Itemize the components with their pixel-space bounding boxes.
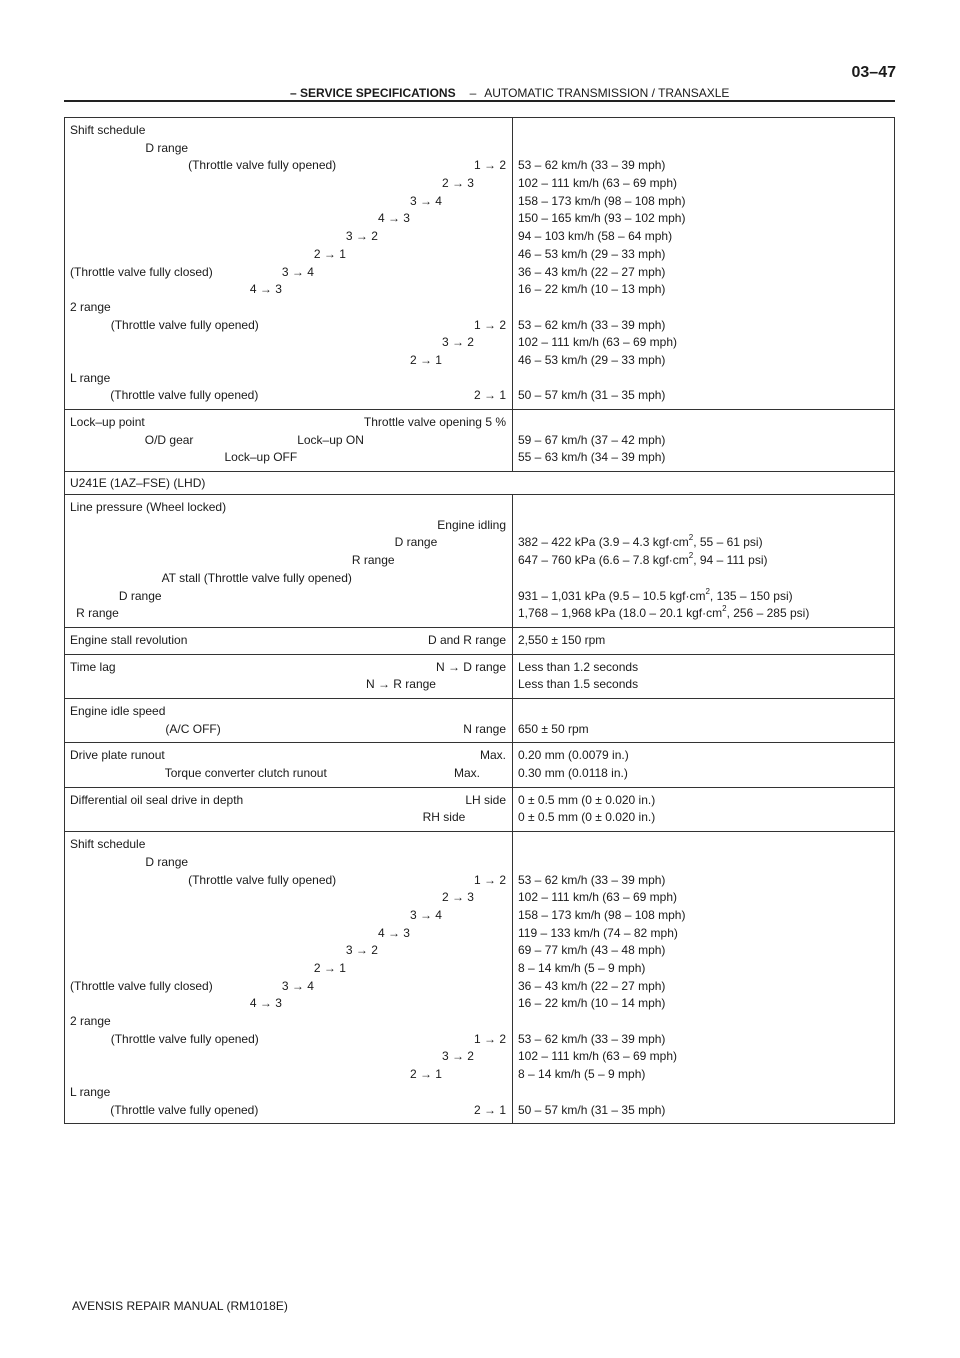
spec-value-line bbox=[518, 281, 888, 299]
spec-value: 69 – 77 km/h (43 – 48 mph) bbox=[518, 943, 666, 958]
spec-value-line bbox=[518, 659, 888, 677]
spec-item-line bbox=[70, 632, 506, 650]
spec-row bbox=[65, 743, 895, 787]
spec-item-condition: 1 → 2 bbox=[473, 158, 506, 173]
spec-value-line bbox=[518, 157, 888, 175]
spec-item-condition: Throttle valve opening 5 % bbox=[363, 415, 506, 430]
spec-row bbox=[65, 410, 895, 472]
spec-item-line bbox=[70, 978, 506, 996]
spec-item-label: L range bbox=[70, 1084, 111, 1099]
spec-item-condition: 3 → 2 bbox=[345, 229, 378, 244]
spec-item-condition: Lock–up OFF bbox=[224, 450, 298, 465]
spec-item-line bbox=[70, 534, 506, 552]
spec-item-condition: N → D range bbox=[435, 659, 506, 674]
spec-value-line bbox=[518, 836, 888, 854]
spec-value-line bbox=[518, 334, 888, 352]
spec-value: 102 – 111 km/h (63 – 69 mph) bbox=[518, 335, 677, 350]
spec-item-line bbox=[70, 960, 506, 978]
spec-value-line bbox=[518, 193, 888, 211]
spec-item-line bbox=[70, 1066, 506, 1084]
spec-value: 50 – 57 km/h (31 – 35 mph) bbox=[518, 388, 666, 403]
spec-item-cell bbox=[65, 832, 513, 1124]
spec-value: 8 – 14 km/h (5 – 9 mph) bbox=[518, 961, 646, 975]
spec-value: 647 – 760 kPa (6.6 – 7.8 kgf·cm bbox=[518, 553, 689, 568]
spec-value-line bbox=[518, 854, 888, 872]
spec-value: 158 – 173 km/h (98 – 108 mph) bbox=[518, 907, 686, 922]
spec-value-cell bbox=[513, 654, 895, 698]
spec-item-condition: 4 → 3 bbox=[249, 282, 282, 297]
spec-value-line bbox=[518, 765, 888, 783]
spec-value-line bbox=[518, 1048, 888, 1066]
spec-item-line bbox=[70, 432, 506, 450]
spec-item-condition: 2 → 1 bbox=[313, 961, 346, 975]
spec-value: 46 – 53 km/h (29 – 33 mph) bbox=[518, 246, 666, 261]
spec-item-condition: AT stall (Throttle valve fully opened) bbox=[161, 570, 352, 585]
spec-value-cell bbox=[513, 743, 895, 787]
spec-item-label: Engine stall revolution bbox=[70, 632, 188, 647]
spec-item-line bbox=[70, 765, 506, 783]
spec-item-condition: 3 → 4 bbox=[409, 193, 442, 208]
spec-value: 46 – 53 km/h (29 – 33 mph) bbox=[518, 352, 666, 367]
spec-item-label: Time lag bbox=[70, 659, 116, 674]
spec-item-condition: 1 → 2 bbox=[473, 1031, 506, 1046]
spec-item-condition: 3 → 2 bbox=[441, 335, 474, 350]
spec-value-line bbox=[518, 317, 888, 335]
spec-item-line bbox=[70, 281, 506, 299]
spec-row bbox=[65, 495, 895, 628]
spec-item-label: Engine idle speed bbox=[70, 704, 166, 719]
spec-item-label: 2 range bbox=[70, 299, 111, 314]
spec-item-line bbox=[70, 122, 506, 140]
spec-item-line bbox=[70, 605, 506, 623]
spec-value-line bbox=[518, 432, 888, 450]
spec-item-label: (Throttle valve fully closed) bbox=[70, 264, 213, 279]
spec-item-line bbox=[70, 317, 506, 335]
spec-value-line bbox=[518, 140, 888, 158]
spec-value: 94 – 103 km/h (58 – 64 mph) bbox=[518, 229, 673, 244]
spec-value-superscript: 2 bbox=[722, 604, 727, 614]
spec-item-line bbox=[70, 140, 506, 158]
specifications-table bbox=[64, 117, 895, 1124]
spec-value-line bbox=[518, 676, 888, 694]
spec-item-line bbox=[70, 352, 506, 370]
spec-item-label: (Throttle valve fully opened) bbox=[110, 388, 259, 403]
spec-item-condition: Max. bbox=[479, 748, 506, 763]
spec-item-label: Shift schedule bbox=[70, 123, 146, 137]
spec-item-line bbox=[70, 721, 506, 739]
spec-value-line bbox=[518, 517, 888, 535]
spec-item-line bbox=[70, 175, 506, 193]
spec-value-suffix: , 256 – 285 psi) bbox=[726, 606, 810, 621]
spec-value-suffix: , 135 – 150 psi) bbox=[709, 588, 793, 603]
spec-item-label: 2 range bbox=[70, 1014, 111, 1029]
spec-item-line bbox=[70, 449, 506, 467]
spec-value-line bbox=[518, 299, 888, 317]
spec-item-line bbox=[70, 854, 506, 872]
spec-value-line bbox=[518, 925, 888, 943]
spec-value-line bbox=[518, 449, 888, 467]
spec-value-line bbox=[518, 995, 888, 1013]
spec-item-cell bbox=[65, 410, 513, 472]
spec-item-cell bbox=[65, 699, 513, 743]
spec-value-line bbox=[518, 534, 888, 552]
spec-item-condition: 2 → 1 bbox=[473, 388, 506, 403]
spec-value: 1,768 – 1,968 kPa (18.0 – 20.1 kgf·cm bbox=[518, 606, 723, 621]
spec-item-line bbox=[70, 246, 506, 264]
spec-value-cell bbox=[513, 699, 895, 743]
spec-value-suffix: , 55 – 61 psi) bbox=[693, 535, 763, 550]
header-title bbox=[290, 86, 729, 100]
spec-value-line bbox=[518, 588, 888, 606]
spec-item-line bbox=[70, 747, 506, 765]
spec-value-line bbox=[518, 792, 888, 810]
spec-value-line bbox=[518, 605, 888, 623]
spec-item-line bbox=[70, 334, 506, 352]
spec-item-label: Line pressure (Wheel locked) bbox=[70, 500, 227, 515]
spec-value-line bbox=[518, 210, 888, 228]
spec-item-line bbox=[70, 588, 506, 606]
spec-value-line bbox=[518, 370, 888, 388]
spec-item-condition: 4 → 3 bbox=[377, 925, 410, 940]
spec-value-cell bbox=[513, 627, 895, 654]
spec-item-condition: D range bbox=[394, 535, 438, 550]
spec-item-line bbox=[70, 942, 506, 960]
spec-row bbox=[65, 787, 895, 831]
spec-value: 16 – 22 km/h (10 – 14 mph) bbox=[518, 996, 666, 1011]
spec-item-label: (Throttle valve fully opened) bbox=[188, 158, 337, 173]
spec-item-label: (Throttle valve fully opened) bbox=[110, 317, 259, 332]
spec-value: 931 – 1,031 kPa (9.5 – 10.5 kgf·cm bbox=[518, 588, 706, 603]
page-footer: AVENSIS REPAIR MANUAL (RM1018E) bbox=[72, 1299, 288, 1313]
spec-value-line bbox=[518, 175, 888, 193]
spec-item-condition: 2 → 1 bbox=[313, 246, 346, 261]
spec-item-condition: 2 → 1 bbox=[473, 1102, 506, 1117]
spec-value: 53 – 62 km/h (33 – 39 mph) bbox=[518, 317, 666, 332]
spec-item-label: Torque converter clutch runout bbox=[164, 766, 327, 781]
page-header bbox=[64, 86, 895, 102]
spec-value-line bbox=[518, 1102, 888, 1120]
spec-item-line bbox=[70, 157, 506, 175]
spec-item-condition: 1 → 2 bbox=[473, 317, 506, 332]
spec-item-condition: Max. bbox=[453, 766, 480, 781]
header-subject: AUTOMATIC TRANSMISSION / TRANSAXLE bbox=[484, 86, 730, 100]
spec-value: 53 – 62 km/h (33 – 39 mph) bbox=[518, 1031, 666, 1046]
spec-item-condition: Lock–up ON bbox=[297, 432, 364, 447]
spec-value-superscript: 2 bbox=[705, 586, 710, 596]
spec-value-line bbox=[518, 1084, 888, 1102]
page-number: 03–47 bbox=[851, 64, 896, 81]
spec-value-line bbox=[518, 499, 888, 517]
spec-item-condition: 2 → 3 bbox=[441, 890, 474, 905]
spec-item-condition: R range bbox=[76, 606, 119, 621]
spec-value-line bbox=[518, 889, 888, 907]
spec-value-line bbox=[518, 264, 888, 282]
spec-item-condition: 2 → 3 bbox=[441, 176, 474, 191]
spec-item-condition: D and R range bbox=[427, 632, 506, 647]
spec-item-line bbox=[70, 703, 506, 721]
spec-value-line bbox=[518, 1013, 888, 1031]
spec-value-line bbox=[518, 872, 888, 890]
spec-item-condition: 2 → 1 bbox=[409, 1067, 442, 1082]
spec-item-label: Shift schedule bbox=[70, 837, 146, 852]
specifications-table-body bbox=[65, 118, 895, 1124]
spec-value-line bbox=[518, 246, 888, 264]
header-separator: – bbox=[469, 86, 477, 100]
spec-row bbox=[65, 832, 895, 1124]
spec-item-label: Drive plate runout bbox=[70, 748, 165, 763]
spec-item-line bbox=[70, 570, 506, 588]
spec-item-label: (Throttle valve fully opened) bbox=[110, 1102, 259, 1117]
spec-value-line bbox=[518, 570, 888, 588]
spec-item-label: D range bbox=[145, 854, 189, 869]
spec-section-heading: U241E (1AZ–FSE) (LHD) bbox=[65, 472, 895, 495]
spec-value: 650 ± 50 rpm bbox=[518, 721, 589, 736]
spec-item-label: (Throttle valve fully closed) bbox=[70, 978, 213, 993]
spec-item-condition: 3 → 4 bbox=[281, 978, 314, 993]
spec-item-cell bbox=[65, 627, 513, 654]
spec-item-label: D range bbox=[145, 140, 189, 155]
spec-item-cell bbox=[65, 495, 513, 628]
spec-item-label: Lock–up point bbox=[70, 415, 145, 430]
spec-item-label: (Throttle valve fully opened) bbox=[110, 1031, 259, 1046]
spec-item-line bbox=[70, 659, 506, 677]
spec-item-condition: RH side bbox=[422, 810, 466, 825]
spec-value: 119 – 133 km/h (74 – 82 mph) bbox=[518, 925, 678, 940]
spec-value-line bbox=[518, 228, 888, 246]
spec-item-cell bbox=[65, 654, 513, 698]
spec-item-line bbox=[70, 499, 506, 517]
spec-item-line bbox=[70, 995, 506, 1013]
spec-item-condition: 3 → 2 bbox=[441, 1049, 474, 1064]
spec-value-cell bbox=[513, 118, 895, 410]
spec-value: 36 – 43 km/h (22 – 27 mph) bbox=[518, 978, 666, 993]
spec-value: 158 – 173 km/h (98 – 108 mph) bbox=[518, 193, 686, 208]
spec-value: 55 – 63 km/h (34 – 39 mph) bbox=[518, 450, 666, 465]
spec-item-condition: D range bbox=[118, 588, 162, 603]
spec-value: 53 – 62 km/h (33 – 39 mph) bbox=[518, 872, 666, 887]
spec-row bbox=[65, 627, 895, 654]
spec-item-line bbox=[70, 925, 506, 943]
spec-value-line bbox=[518, 552, 888, 570]
spec-item-line bbox=[70, 676, 506, 694]
spec-item-line bbox=[70, 387, 506, 405]
spec-item-label: L range bbox=[70, 370, 111, 385]
spec-value: 59 – 67 km/h (37 – 42 mph) bbox=[518, 432, 666, 447]
spec-item-line bbox=[70, 907, 506, 925]
spec-item-line bbox=[70, 552, 506, 570]
spec-item-condition: LH side bbox=[465, 792, 506, 807]
spec-item-line bbox=[70, 792, 506, 810]
spec-value: 382 – 422 kPa (3.9 – 4.3 kgf·cm bbox=[518, 535, 689, 550]
spec-value-line bbox=[518, 352, 888, 370]
spec-value-cell bbox=[513, 410, 895, 472]
spec-value: 53 – 62 km/h (33 – 39 mph) bbox=[518, 158, 666, 173]
spec-item-label: Differential oil seal drive in depth bbox=[70, 792, 244, 807]
spec-item-line bbox=[70, 264, 506, 282]
spec-value-cell bbox=[513, 832, 895, 1124]
spec-value: Less than 1.2 seconds bbox=[518, 659, 639, 674]
spec-value: 0 ± 0.5 mm (0 ± 0.020 in.) bbox=[518, 792, 656, 807]
spec-value-cell bbox=[513, 787, 895, 831]
spec-value-line bbox=[518, 387, 888, 405]
spec-item-condition: 4 → 3 bbox=[249, 996, 282, 1011]
spec-item-condition: 2 → 1 bbox=[409, 352, 442, 367]
spec-value: 102 – 111 km/h (63 – 69 mph) bbox=[518, 1049, 677, 1064]
spec-value-line bbox=[518, 978, 888, 996]
spec-item-condition: Engine idling bbox=[437, 517, 506, 532]
spec-item-line bbox=[70, 809, 506, 827]
spec-value-line bbox=[518, 414, 888, 432]
spec-item-line bbox=[70, 517, 506, 535]
spec-value-line bbox=[518, 809, 888, 827]
spec-item-condition: R range bbox=[351, 553, 395, 568]
spec-value-line bbox=[518, 703, 888, 721]
spec-item-line bbox=[70, 836, 506, 854]
spec-item-condition: 4 → 3 bbox=[377, 211, 410, 226]
spec-value-line bbox=[518, 1066, 888, 1084]
spec-item-line bbox=[70, 889, 506, 907]
spec-item-label: (A/C OFF) bbox=[165, 721, 221, 736]
spec-value-line bbox=[518, 122, 888, 140]
spec-value-superscript: 2 bbox=[688, 551, 694, 561]
spec-item-line bbox=[70, 299, 506, 317]
spec-item-condition: 1 → 2 bbox=[473, 872, 506, 887]
spec-value: 0 ± 0.5 mm (0 ± 0.020 in.) bbox=[518, 810, 656, 825]
spec-item-line bbox=[70, 370, 506, 388]
spec-row bbox=[65, 118, 895, 410]
spec-value: 36 – 43 km/h (22 – 27 mph) bbox=[518, 264, 666, 279]
spec-item-line bbox=[70, 1084, 506, 1102]
spec-item-line bbox=[70, 1102, 506, 1120]
spec-value-cell bbox=[513, 495, 895, 628]
spec-row bbox=[65, 472, 895, 495]
spec-value: 0.20 mm (0.0079 in.) bbox=[518, 748, 629, 763]
spec-value-superscript: 2 bbox=[688, 533, 694, 543]
spec-value: 50 – 57 km/h (31 – 35 mph) bbox=[518, 1102, 666, 1117]
spec-value-line bbox=[518, 721, 888, 739]
spec-value: 150 – 165 km/h (93 – 102 mph) bbox=[518, 211, 686, 226]
header-section: – SERVICE SPECIFICATIONS bbox=[290, 86, 456, 100]
spec-item-condition: 3 → 4 bbox=[281, 264, 314, 279]
spec-item-line bbox=[70, 228, 506, 246]
spec-item-condition: 3 → 2 bbox=[345, 943, 378, 958]
spec-item-line bbox=[70, 1031, 506, 1049]
spec-value: 16 – 22 km/h (10 – 13 mph) bbox=[518, 282, 666, 297]
spec-item-line bbox=[70, 1013, 506, 1031]
spec-item-line bbox=[70, 193, 506, 211]
spec-value-line bbox=[518, 632, 888, 650]
spec-item-condition: 3 → 4 bbox=[409, 907, 442, 922]
spec-value-line bbox=[518, 907, 888, 925]
spec-value: Less than 1.5 seconds bbox=[518, 677, 639, 692]
spec-item-label: O/D gear bbox=[144, 432, 194, 447]
spec-row bbox=[65, 699, 895, 743]
spec-item-cell bbox=[65, 743, 513, 787]
spec-value: 0.30 mm (0.0118 in.) bbox=[518, 766, 628, 781]
spec-item-condition: N → R range bbox=[365, 677, 436, 692]
spec-item-line bbox=[70, 1048, 506, 1066]
spec-value-suffix: , 94 – 111 psi) bbox=[693, 553, 768, 568]
spec-value: 2,550 ± 150 rpm bbox=[518, 632, 606, 647]
spec-item-condition: N range bbox=[463, 721, 506, 736]
spec-item-line bbox=[70, 414, 506, 432]
spec-value-line bbox=[518, 942, 888, 960]
spec-value: 102 – 111 km/h (63 – 69 mph) bbox=[518, 890, 677, 905]
spec-item-cell bbox=[65, 118, 513, 410]
spec-value: 102 – 111 km/h (63 – 69 mph) bbox=[518, 176, 677, 191]
spec-value: 8 – 14 km/h (5 – 9 mph) bbox=[518, 1067, 646, 1082]
spec-value-line bbox=[518, 960, 888, 978]
spec-value-line bbox=[518, 747, 888, 765]
spec-value-line bbox=[518, 1031, 888, 1049]
spec-item-label: (Throttle valve fully opened) bbox=[188, 872, 337, 887]
spec-item-line bbox=[70, 210, 506, 228]
spec-item-line bbox=[70, 872, 506, 890]
spec-row bbox=[65, 654, 895, 698]
spec-item-cell bbox=[65, 787, 513, 831]
